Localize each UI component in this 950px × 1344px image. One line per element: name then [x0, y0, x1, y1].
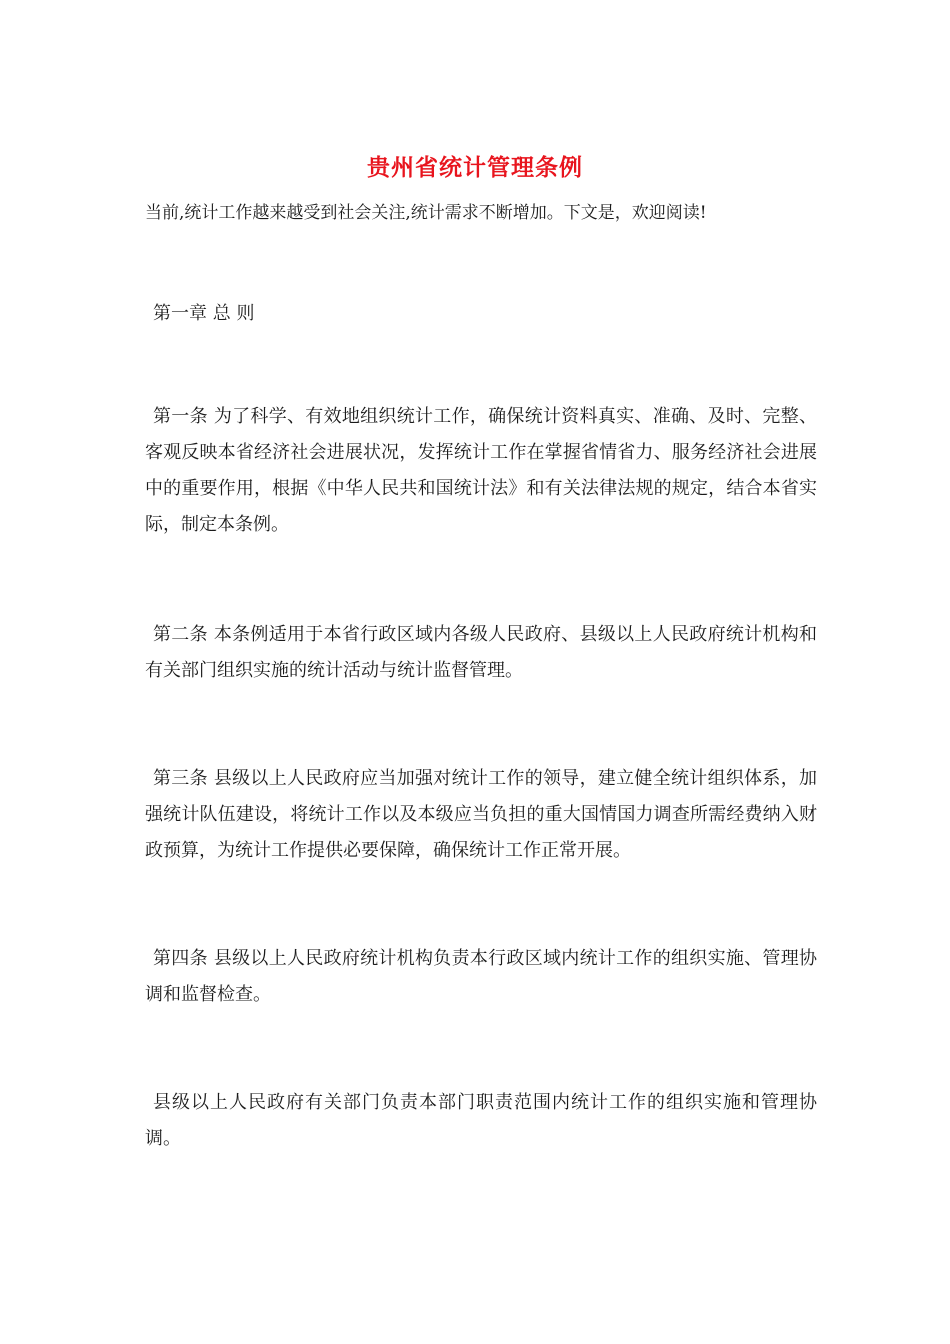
article-2-paragraph: 第二条 本条例适用于本省行政区域内各级人民政府、县级以上人民政府统计机构和有关部门组织实施的统计活动与统计监督管理。: [145, 624, 817, 681]
article-4-subparagraph: 县级以上人民政府有关部门负责本部门职责范围内统计工作的组织实施和管理协调。: [145, 1092, 817, 1149]
article-4-paragraph: 第四条 县级以上人民政府统计机构负责本行政区域内统计工作的组织实施、管理协调和监督检查。: [145, 948, 817, 1005]
article-1-paragraph: 第一条 为了科学、有效地组织统计工作，确保统计资料真实、准确、及时、完整、客观反映本省经济社会进展状况，发挥统计工作在掌握省情省力、服务经济社会进展中的重要作用，根据《中华人民共和国统计法》和有关法律法规的规定，结合本省实际，制定本条例。: [145, 406, 817, 535]
chapter-heading: 第一章 总 则: [153, 303, 255, 324]
intro-text: 当前,统计工作越来越受到社会关注,统计需求不断增加。下文是，欢迎阅读!: [145, 203, 707, 223]
document-title: 贵州省统计管理条例: [367, 154, 583, 181]
article-3-paragraph: 第三条 县级以上人民政府应当加强对统计工作的领导，建立健全统计组织体系，加强统计队伍建设，将统计工作以及本级应当负担的重大国情国力调查所需经费纳入财政预算，为统计工作提供必要保障，确保统计工作正常开展。: [145, 768, 817, 861]
